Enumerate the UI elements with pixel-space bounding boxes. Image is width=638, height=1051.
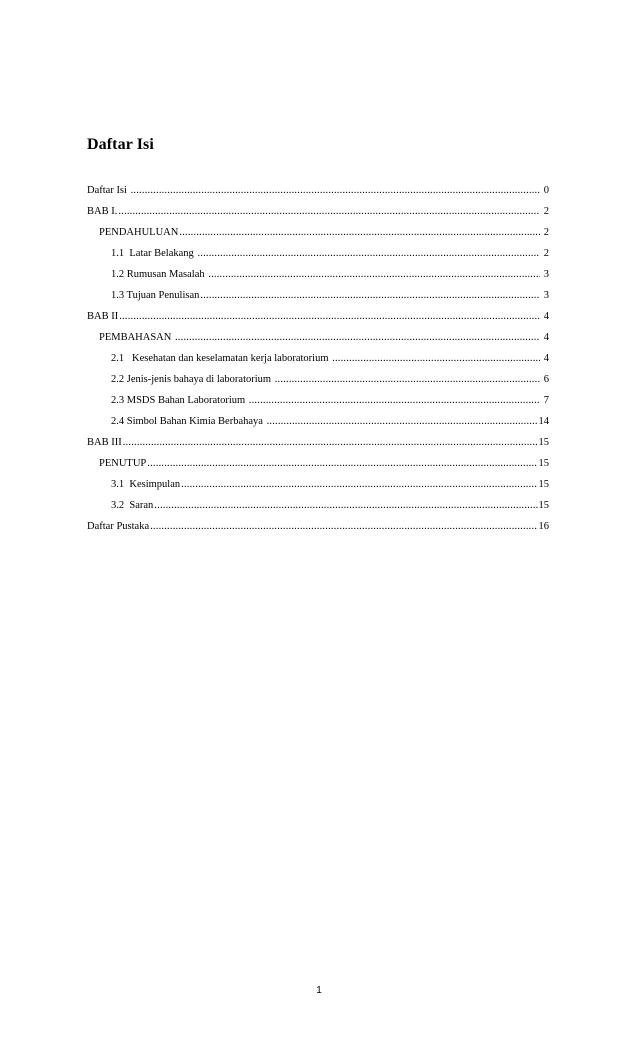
dot-leader [249,390,540,411]
toc-entry[interactable] [87,327,549,348]
toc-entry[interactable] [87,348,549,369]
toc-entry-label: 1.3 Tujuan Penulisan [111,290,200,301]
toc-entry-label: 1.1 Latar Belakang [111,248,197,259]
toc-entry-label: 2.2 Jenis-jenis bahaya di laboratorium [111,374,274,385]
toc-entry-page: 7 [543,395,549,406]
toc-entry[interactable] [87,516,549,537]
toc-entry[interactable] [87,432,549,453]
dot-leader [118,201,540,222]
toc-entry[interactable] [87,243,549,264]
toc-entry-page: 2 [543,206,549,217]
page-title: Daftar Isi [87,136,154,153]
toc-entry-page: 4 [543,353,549,364]
dot-leader [131,180,540,201]
page-number: 1 [316,985,322,996]
toc-entry-page: 2 [543,248,549,259]
toc-entry-label: 3.1 Kesimpulan [111,479,181,490]
dot-leader [267,411,538,432]
toc-entry[interactable] [87,285,549,306]
toc-entry[interactable] [87,264,549,285]
toc-entry-label: 3.2 Saran [111,500,154,511]
toc-entry-label: Daftar Pustaka [87,521,150,532]
dot-leader [332,348,540,369]
toc-entry-page: 15 [538,458,549,469]
toc-entry-page: 4 [543,311,549,322]
toc-entry-label: BAB III [87,437,122,448]
toc-entry[interactable] [87,201,549,222]
toc-entry[interactable] [87,222,549,243]
toc-entry[interactable] [87,495,549,516]
toc-entry-label: 2.3 MSDS Bahan Laboratorium [111,395,248,406]
table-of-contents [87,180,549,537]
toc-entry-label: 2.1 Kesehatan dan keselamatan kerja laboratorium [111,353,332,364]
dot-leader [175,327,540,348]
toc-entry-page: 15 [538,500,549,511]
toc-entry-page: 2 [543,227,549,238]
toc-entry-page: 3 [543,290,549,301]
dot-leader [119,306,540,327]
toc-entry[interactable] [87,390,549,411]
toc-entry-label: Daftar Isi [87,185,130,196]
toc-entry-page: 0 [543,185,549,196]
dot-leader [147,453,537,474]
dot-leader [123,432,538,453]
toc-entry-page: 15 [538,479,549,490]
dot-leader [275,369,540,390]
dot-leader [197,243,540,264]
toc-entry[interactable] [87,453,549,474]
dot-leader [154,495,537,516]
toc-entry-page: 15 [538,437,549,448]
toc-entry-label: PEMBAHASAN [99,332,174,343]
toc-entry[interactable] [87,369,549,390]
toc-entry-label: BAB II [87,311,119,322]
toc-entry[interactable] [87,180,549,201]
toc-entry-page: 16 [538,521,549,532]
dot-leader [179,222,540,243]
toc-entry-label: 1.2 Rumusan Masalah [111,269,208,280]
dot-leader [181,474,537,495]
toc-entry-page: 6 [543,374,549,385]
toc-entry-page: 4 [543,332,549,343]
dot-leader [150,516,537,537]
toc-entry-page: 3 [543,269,549,280]
toc-entry-page: 14 [538,416,549,427]
toc-entry-label: BAB I. [87,206,118,217]
toc-entry[interactable] [87,411,549,432]
toc-entry[interactable] [87,474,549,495]
toc-entry-label: 2.4 Simbol Bahan Kimia Berbahaya [111,416,266,427]
toc-entry-label: PENUTUP [99,458,147,469]
dot-leader [200,285,540,306]
toc-entry-label: PENDAHULUAN [99,227,179,238]
toc-entry[interactable] [87,306,549,327]
dot-leader [208,264,540,285]
